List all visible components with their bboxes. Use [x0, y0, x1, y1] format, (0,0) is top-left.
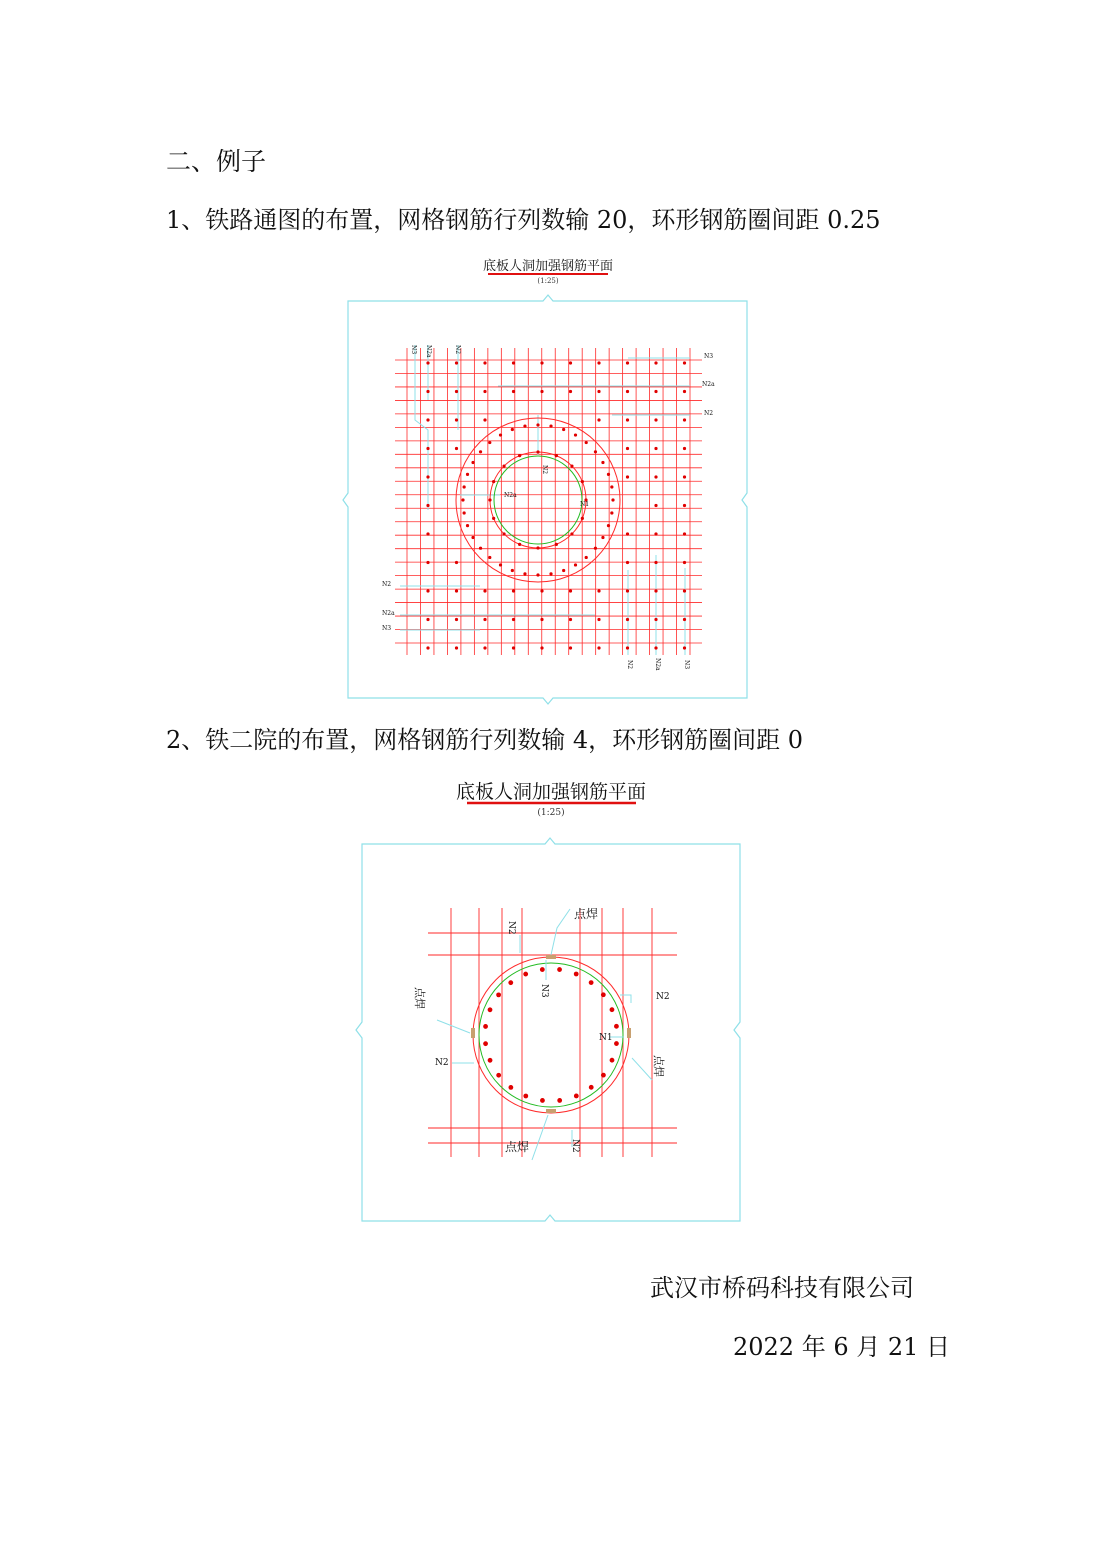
ring-dot [523, 1094, 528, 1099]
rebar-dot [626, 475, 629, 478]
ring-dot [611, 498, 614, 501]
ring-dot [463, 485, 466, 488]
ring-dot [523, 572, 526, 575]
ring-dot [614, 1041, 619, 1046]
ring-dot [518, 454, 521, 457]
ring-dot [610, 1058, 615, 1063]
rebar-dot [455, 447, 458, 450]
ring-dot [614, 1024, 619, 1029]
ring-dot [601, 461, 604, 464]
rebar-dot [455, 390, 458, 393]
ring-dot [508, 1085, 513, 1090]
rebar-dot [597, 618, 600, 621]
rebar-dot [455, 618, 458, 621]
rebar-dot [455, 589, 458, 592]
ring-dot [607, 524, 610, 527]
ring-dot [540, 1098, 545, 1103]
ring-dot [463, 511, 466, 514]
rebar-dot [626, 390, 629, 393]
ring-dot [549, 572, 552, 575]
ring-dot [555, 454, 558, 457]
ring-dot [570, 532, 573, 535]
rebar-dot [483, 589, 486, 592]
rebar-dot [569, 390, 572, 393]
label: N1 [580, 501, 590, 508]
label: N2a [504, 492, 517, 499]
ring-dot [589, 1085, 594, 1090]
label: N2a [654, 658, 661, 671]
rebar-dot [455, 418, 458, 421]
ring-dot [562, 569, 565, 572]
ring-dot [499, 563, 502, 566]
label: N2 [382, 581, 392, 588]
ring-dot [471, 461, 474, 464]
rebar-dot [683, 646, 686, 649]
ring-dot [496, 1073, 501, 1078]
rebar-dot [597, 589, 600, 592]
drawing-2-grid [428, 908, 677, 1157]
ring-dot [574, 563, 577, 566]
drawing-1-title: 底板人洞加强钢筋平面 [482, 259, 614, 274]
rebar-dot [654, 504, 657, 507]
ring-dot [483, 1024, 488, 1029]
ring-dot [585, 441, 588, 444]
label: 点焊 [574, 907, 599, 921]
label: 点焊 [413, 987, 426, 1009]
rebar-dot [626, 361, 629, 364]
label: N2 [570, 1139, 580, 1153]
rebar-dot [597, 418, 600, 421]
rebar-dot [426, 589, 429, 592]
rebar-dot [540, 361, 543, 364]
ring-dot [502, 532, 505, 535]
rebar-dot [455, 646, 458, 649]
ring-dot [589, 980, 594, 985]
ring-dot [601, 536, 604, 539]
example-1-drawing [340, 250, 755, 710]
rebar-dot [654, 646, 657, 649]
label: N3 [683, 660, 690, 670]
rebar-dot [654, 618, 657, 621]
rebar-dot [512, 618, 515, 621]
ring-dot [536, 573, 539, 576]
ring-dot [488, 441, 491, 444]
ring-dot [499, 433, 502, 436]
rebar-dot [597, 390, 600, 393]
ring-dot [523, 425, 526, 428]
ring-dot [496, 992, 501, 997]
rebar-dot [654, 589, 657, 592]
label: N2 [435, 1058, 449, 1068]
rebar-dot [426, 475, 429, 478]
rebar-dot [683, 418, 686, 421]
ring-dot [511, 428, 514, 431]
ring-dot [601, 992, 606, 997]
rebar-dot [683, 589, 686, 592]
rebar-dot [426, 618, 429, 621]
rebar-plan-drawing-1 [340, 250, 755, 710]
rebar-dot [654, 390, 657, 393]
ring-dot [488, 1007, 493, 1012]
ring-dot [581, 517, 584, 520]
ring-dot [540, 967, 545, 972]
rebar-dot [512, 589, 515, 592]
rebar-dot [654, 418, 657, 421]
rebar-dot [569, 361, 572, 364]
drawing-2-frame [356, 838, 740, 1221]
rebar-dot [654, 561, 657, 564]
ring-dot [488, 498, 491, 501]
rebar-dot [683, 561, 686, 564]
rebar-dot [512, 390, 515, 393]
rebar-dot [683, 447, 686, 450]
ring-dot [610, 1007, 615, 1012]
ring-dot [562, 428, 565, 431]
rebar-dot [426, 390, 429, 393]
rebar-dot [626, 589, 629, 592]
rebar-dot [569, 618, 572, 621]
rebar-dot [626, 561, 629, 564]
ring-dot [492, 480, 495, 483]
ring-dot [492, 517, 495, 520]
rebar-dot [626, 447, 629, 450]
rebar-dot [426, 447, 429, 450]
label: N2a [382, 610, 395, 617]
rebar-dot [426, 361, 429, 364]
label: N2 [626, 660, 633, 670]
ring-dot [570, 464, 573, 467]
example-1-text: 1、铁路通图的布置，网格钢筋行列数输 20，环形钢筋圈间距 0.25 [166, 206, 881, 234]
ring-dot [536, 450, 539, 453]
label: 点焊 [652, 1055, 665, 1077]
ring-dot [610, 485, 613, 488]
ring-dot [483, 1041, 488, 1046]
rebar-dot [455, 361, 458, 364]
drawing-1-leaders [400, 345, 690, 655]
drawing-2-leaders [437, 909, 652, 1160]
ring-dot [466, 524, 469, 527]
ring-dot [549, 425, 552, 428]
rebar-dot [626, 646, 629, 649]
label: N2 [454, 345, 461, 355]
example-2-drawing [352, 775, 750, 1225]
rebar-dot [597, 646, 600, 649]
rebar-dot [626, 532, 629, 535]
ring-dot [518, 543, 521, 546]
label: N2a [425, 345, 432, 358]
rebar-dot [540, 589, 543, 592]
rebar-dot [683, 618, 686, 621]
rebar-dot [455, 561, 458, 564]
ring-dot [536, 423, 539, 426]
rebar-dot [654, 361, 657, 364]
rebar-dot [426, 418, 429, 421]
drawing-1-dots [426, 361, 686, 649]
company-name: 武汉市桥码科技有限公司 [650, 1274, 914, 1302]
ring-dot [610, 511, 613, 514]
drawing-2-title: 底板人洞加强钢筋平面 [455, 781, 647, 803]
label: N3 [382, 625, 392, 632]
rebar-dot [512, 361, 515, 364]
rebar-dot [426, 646, 429, 649]
label: N3 [539, 984, 549, 998]
ring-dot [511, 569, 514, 572]
label: N3 [704, 353, 714, 360]
ring-dot [523, 972, 528, 977]
ring-dot [557, 967, 562, 972]
ring-dot [555, 543, 558, 546]
rebar-dot [683, 504, 686, 507]
rebar-dot [540, 646, 543, 649]
rebar-dot [483, 646, 486, 649]
rebar-dot [683, 361, 686, 364]
label: N3 [410, 345, 417, 355]
rebar-dot [683, 390, 686, 393]
ring-dot [557, 1098, 562, 1103]
rebar-dot [626, 618, 629, 621]
rebar-dot [654, 532, 657, 535]
rebar-dot [426, 561, 429, 564]
label: N2 [541, 465, 548, 475]
ring-dot [488, 1058, 493, 1063]
document-date: 2022 年 6 月 21 日 [733, 1333, 951, 1361]
rebar-dot [512, 646, 515, 649]
ring-dot [466, 473, 469, 476]
ring-dot [585, 556, 588, 559]
ring-dot [581, 480, 584, 483]
rebar-dot [483, 418, 486, 421]
ring-dot [574, 1094, 579, 1099]
ring-dot [536, 546, 539, 549]
drawing-2-scale: (1:25) [537, 808, 565, 818]
rebar-dot [626, 418, 629, 421]
rebar-dot [569, 589, 572, 592]
drawing-1-scale: (1:25) [537, 277, 559, 285]
rebar-dot [569, 646, 572, 649]
ring-dot [574, 972, 579, 977]
rebar-dot [654, 447, 657, 450]
ring-dot [607, 473, 610, 476]
section-heading: 二、例子 [166, 147, 267, 176]
ring-dot [594, 450, 597, 453]
label: N2 [506, 921, 516, 935]
ring-dot [601, 1073, 606, 1078]
label: 点焊 [505, 1140, 530, 1154]
label: N1 [599, 1033, 613, 1043]
rebar-dot [683, 475, 686, 478]
rebar-dot [426, 504, 429, 507]
rebar-dot [483, 618, 486, 621]
rebar-dot [597, 361, 600, 364]
rebar-dot [683, 532, 686, 535]
ring-dot [488, 556, 491, 559]
label: N2 [656, 992, 670, 1002]
rebar-dot [426, 532, 429, 535]
ring-dot [508, 980, 513, 985]
ring-dot [502, 464, 505, 467]
ring-dot [594, 547, 597, 550]
rebar-dot [483, 361, 486, 364]
label: N2a [702, 381, 715, 388]
rebar-dot [540, 618, 543, 621]
ring-dot [479, 450, 482, 453]
example-2-text: 2、铁二院的布置，网格钢筋行列数输 4，环形钢筋圈间距 0 [166, 726, 804, 754]
ring-dot [461, 498, 464, 501]
ring-dot [574, 433, 577, 436]
rebar-dot [540, 390, 543, 393]
rebar-dot [654, 475, 657, 478]
rebar-plan-drawing-2 [352, 775, 750, 1225]
label: N2 [704, 410, 714, 417]
ring-dot [471, 536, 474, 539]
ring-dot [479, 547, 482, 550]
rebar-dot [483, 390, 486, 393]
